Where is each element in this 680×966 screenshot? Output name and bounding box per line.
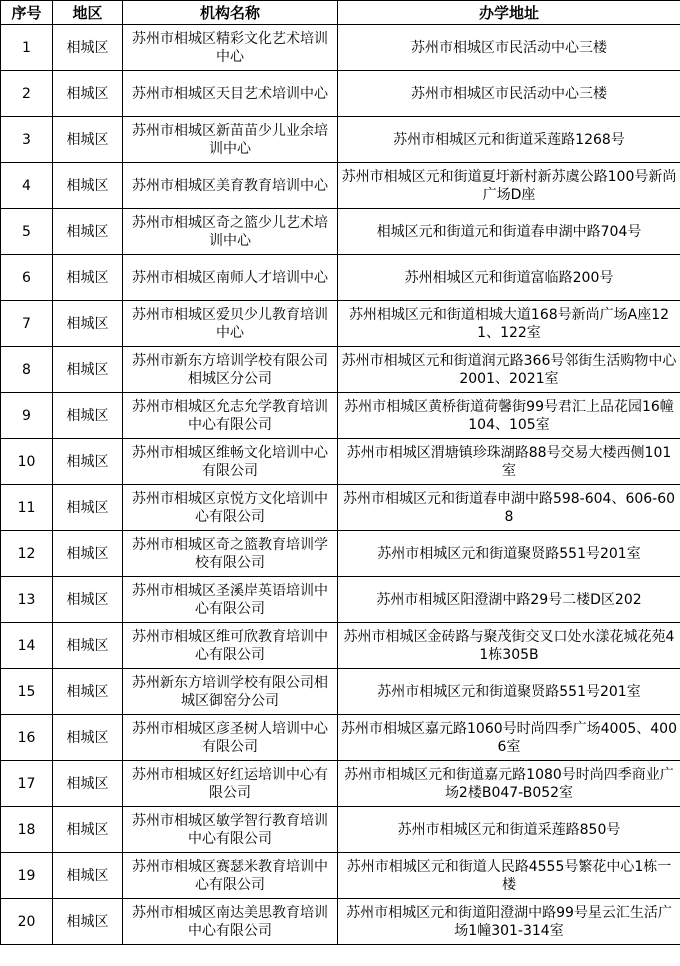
cell-address: 苏州市相城区元和街道采莲路850号 (338, 807, 680, 853)
cell-address: 苏州市相城区元和街道聚贤路551号201室 (338, 669, 680, 715)
table-row (1, 163, 680, 209)
table-row (1, 899, 680, 945)
cell-index: 12 (1, 531, 53, 577)
header-district: 地区 (53, 1, 123, 25)
cell-address: 苏州市相城区元和街道夏圩新村新苏虞公路100号新尚广场D座 (338, 163, 680, 209)
cell-index: 2 (1, 71, 53, 117)
cell-district: 相城区 (53, 899, 123, 945)
table-row (1, 255, 680, 301)
cell-address: 苏州市相城区元和街道阳澄湖中路99号星云汇生活广场1幢301-314室 (338, 899, 680, 945)
cell-index: 3 (1, 117, 53, 163)
table-row (1, 577, 680, 623)
cell-district: 相城区 (53, 393, 123, 439)
table-row (1, 117, 680, 163)
cell-district: 相城区 (53, 301, 123, 347)
cell-index: 10 (1, 439, 53, 485)
cell-index: 20 (1, 899, 53, 945)
cell-district: 相城区 (53, 485, 123, 531)
cell-district: 相城区 (53, 71, 123, 117)
cell-address: 苏州市相城区元和街道润元路366号邻街生活购物中心2001、2021室 (338, 347, 680, 393)
cell-index: 4 (1, 163, 53, 209)
cell-name: 苏州市新东方培训学校有限公司相城区分公司 (123, 347, 338, 393)
cell-index: 11 (1, 485, 53, 531)
cell-index: 19 (1, 853, 53, 899)
table-body (1, 25, 680, 945)
table-row (1, 623, 680, 669)
cell-district: 相城区 (53, 577, 123, 623)
table-row (1, 25, 680, 71)
cell-index: 15 (1, 669, 53, 715)
cell-index: 9 (1, 393, 53, 439)
cell-address: 苏州市相城区元和街道聚贤路551号201室 (338, 531, 680, 577)
cell-index: 6 (1, 255, 53, 301)
table-row (1, 807, 680, 853)
cell-address: 苏州市相城区黄桥街道荷馨街99号君汇上品花园16幢104、105室 (338, 393, 680, 439)
table-row (1, 71, 680, 117)
cell-name: 苏州市相城区奇之篮教育培训学校有限公司 (123, 531, 338, 577)
cell-district: 相城区 (53, 439, 123, 485)
cell-name: 苏州市相城区维畅文化培训中心有限公司 (123, 439, 338, 485)
cell-name: 苏州市相城区精彩文化艺术培训中心 (123, 25, 338, 71)
table-row (1, 439, 680, 485)
table-row (1, 531, 680, 577)
cell-name: 苏州市相城区天目艺术培训中心 (123, 71, 338, 117)
cell-district: 相城区 (53, 255, 123, 301)
cell-district: 相城区 (53, 715, 123, 761)
cell-address: 苏州市相城区元和街道采莲路1268号 (338, 117, 680, 163)
table-row (1, 393, 680, 439)
cell-address: 苏州市相城区金砖路与聚茂街交叉口处水漾花城花苑41栋305B (338, 623, 680, 669)
cell-index: 7 (1, 301, 53, 347)
cell-index: 17 (1, 761, 53, 807)
table-row (1, 669, 680, 715)
cell-district: 相城区 (53, 117, 123, 163)
cell-district: 相城区 (53, 669, 123, 715)
cell-district: 相城区 (53, 209, 123, 255)
cell-index: 16 (1, 715, 53, 761)
cell-address: 相城区元和街道元和街道春申湖中路704号 (338, 209, 680, 255)
header-index: 序号 (1, 1, 53, 25)
cell-name: 苏州市相城区赛瑟米教育培训中心有限公司 (123, 853, 338, 899)
table-row (1, 715, 680, 761)
cell-index: 5 (1, 209, 53, 255)
cell-name: 苏州市相城区敏学智行教育培训中心有限公司 (123, 807, 338, 853)
cell-district: 相城区 (53, 853, 123, 899)
cell-address: 苏州市相城区阳澄湖中路29号二楼D区202 (338, 577, 680, 623)
cell-district: 相城区 (53, 761, 123, 807)
header-address: 办学地址 (338, 1, 680, 25)
table-row (1, 485, 680, 531)
cell-address: 苏州相城区元和街道相城大道168号新尚广场A座121、122室 (338, 301, 680, 347)
cell-address: 苏州市相城区市民活动中心三楼 (338, 71, 680, 117)
cell-index: 8 (1, 347, 53, 393)
cell-name: 苏州市相城区新苗苗少儿业余培训中心 (123, 117, 338, 163)
cell-district: 相城区 (53, 807, 123, 853)
cell-name: 苏州市相城区奇之篮少儿艺术培训中心 (123, 209, 338, 255)
cell-name: 苏州市相城区彦圣树人培训中心有限公司 (123, 715, 338, 761)
cell-district: 相城区 (53, 623, 123, 669)
cell-address: 苏州市相城区元和街道春申湖中路598-604、606-608 (338, 485, 680, 531)
cell-district: 相城区 (53, 531, 123, 577)
cell-name: 苏州市相城区南师人才培训中心 (123, 255, 338, 301)
table-row (1, 209, 680, 255)
table-row (1, 761, 680, 807)
cell-address: 苏州市相城区元和街道人民路4555号繁花中心1栋一楼 (338, 853, 680, 899)
cell-name: 苏州市相城区爱贝少儿教育培训中心 (123, 301, 338, 347)
header-row (1, 1, 680, 25)
cell-address: 苏州市相城区渭塘镇珍珠湖路88号交易大楼西侧101室 (338, 439, 680, 485)
cell-district: 相城区 (53, 163, 123, 209)
cell-address: 苏州市相城区嘉元路1060号时尚四季广场4005、4006室 (338, 715, 680, 761)
cell-name: 苏州市相城区圣溪岸英语培训中心有限公司 (123, 577, 338, 623)
cell-index: 13 (1, 577, 53, 623)
cell-name: 苏州市相城区南达美思教育培训中心有限公司 (123, 899, 338, 945)
cell-address: 苏州市相城区市民活动中心三楼 (338, 25, 680, 71)
cell-name: 苏州市相城区京悦方文化培训中心有限公司 (123, 485, 338, 531)
table-row (1, 853, 680, 899)
cell-name: 苏州市相城区允志允学教育培训中心有限公司 (123, 393, 338, 439)
cell-name: 苏州市相城区维可欣教育培训中心有限公司 (123, 623, 338, 669)
table-row (1, 347, 680, 393)
cell-district: 相城区 (53, 25, 123, 71)
cell-address: 苏州相城区元和街道富临路200号 (338, 255, 680, 301)
header-name: 机构名称 (123, 1, 338, 25)
cell-district: 相城区 (53, 347, 123, 393)
cell-index: 1 (1, 25, 53, 71)
cell-index: 18 (1, 807, 53, 853)
cell-name: 苏州新东方培训学校有限公司相城区御窑分公司 (123, 669, 338, 715)
cell-address: 苏州市相城区元和街道嘉元路1080号时尚四季商业广场2楼B047-B052室 (338, 761, 680, 807)
cell-index: 14 (1, 623, 53, 669)
cell-name: 苏州市相城区好红运培训中心有限公司 (123, 761, 338, 807)
table-row (1, 301, 680, 347)
cell-name: 苏州市相城区美育教育培训中心 (123, 163, 338, 209)
